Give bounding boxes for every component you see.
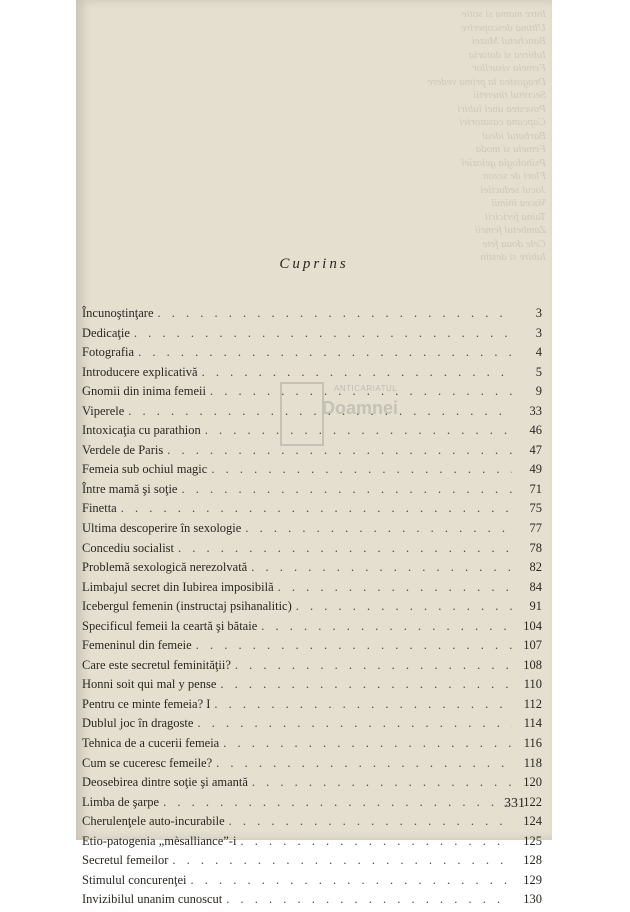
toc-entry-page: 130: [523, 892, 542, 907]
toc-dot-leader: [134, 326, 512, 341]
toc-entry-label: Viperele: [82, 403, 125, 418]
toc-dot-leader: [296, 599, 512, 614]
watermark-small-text: ANTICARIATUL: [334, 384, 398, 393]
toc-entry: [82, 716, 542, 736]
toc-entry-page: 46: [529, 423, 542, 438]
toc-entry-page: 77: [529, 521, 542, 536]
bleed-line: Vocea inimii: [491, 197, 546, 209]
toc-entry-label: Honni soit qui mal y pense: [82, 677, 217, 692]
page-title: Cuprins: [279, 256, 349, 272]
toc-entry: [82, 756, 542, 776]
toc-dot-leader: [196, 638, 512, 653]
toc-dot-leader: [158, 306, 512, 321]
toc-dot-leader: [251, 560, 512, 575]
toc-dot-leader: [235, 658, 512, 673]
toc-dot-leader: [214, 697, 512, 712]
toc-dot-leader: [211, 462, 512, 477]
toc-dot-leader: [245, 521, 512, 536]
toc-entry-label: Încunoştinţare: [82, 306, 154, 320]
toc-entry-label: Etio-patogenia „mèsalliance”-i: [82, 833, 237, 848]
bleed-line: Ultima descoperire: [461, 21, 546, 34]
toc-dot-leader: [240, 834, 512, 849]
toc-entry-page: 104: [523, 618, 542, 633]
toc-entry-label: Gnomii din inima femeii: [82, 384, 206, 399]
toc-entry: [82, 736, 542, 756]
toc-entry: [82, 306, 542, 326]
toc-entry: [82, 775, 542, 795]
toc-dot-leader: [197, 716, 512, 731]
toc-entry-page: 5: [535, 364, 542, 379]
toc-dot-leader: [252, 775, 512, 790]
bleed-line: Flori de sezon: [483, 170, 546, 182]
toc-dot-leader: [216, 756, 512, 771]
toc-entry: [82, 560, 542, 580]
bleed-line: Banchetul Muzei: [471, 35, 546, 47]
bleed-line: Iubire si destin: [480, 251, 546, 263]
toc-dot-leader: [278, 580, 512, 595]
toc-dot-leader: [229, 814, 512, 829]
toc-entry: [82, 541, 542, 561]
toc-entry-label: Ultima descoperire în sexologie: [82, 521, 242, 536]
toc-entry: [82, 521, 542, 541]
toc-dot-leader: [121, 501, 512, 516]
toc-entry: [82, 834, 542, 854]
toc-entry: [82, 795, 542, 815]
toc-entry-page: 4: [535, 345, 542, 360]
toc-entry: [82, 501, 542, 521]
bleed-line: Femeia si moda: [475, 143, 546, 155]
toc-entry-label: Secretul femeilor: [82, 853, 169, 868]
toc-entry-label: Dublul joc în dragoste: [82, 716, 194, 731]
toc-entry: [82, 697, 542, 717]
toc-entry: [82, 462, 542, 482]
toc-dot-leader: [172, 853, 512, 868]
toc-entry-page: 114: [523, 716, 542, 731]
bleed-line: Secretul tineretii: [473, 89, 546, 101]
toc-entry-label: Verdele de Paris: [82, 442, 164, 457]
toc-dot-leader: [181, 482, 512, 497]
toc-entry-page: 110: [523, 677, 542, 692]
toc-entry-label: Fotografia: [82, 345, 135, 360]
toc-entry-label: Tehnica de a cucerii femeia: [82, 736, 220, 751]
toc-entry-label: Femeninul din femeie: [82, 638, 192, 653]
toc-entry-label: Cum se cuceresc femeile?: [82, 755, 213, 770]
bleed-line: Dragostea la prima vedere: [427, 75, 546, 88]
bleed-line: Povestea unei iubiri: [457, 102, 546, 115]
toc-entry: [82, 892, 542, 912]
toc-entry: [82, 619, 542, 639]
toc-entry-label: Care este secretul feminităţii?: [82, 657, 231, 672]
toc-entry-page: 120: [523, 775, 542, 790]
toc-entry-label: Cherulenţele auto-incurabile: [82, 814, 225, 829]
toc-entry-page: 118: [523, 755, 542, 770]
toc-dot-leader: [138, 345, 512, 360]
bleed-line: Barbatul ideal: [482, 129, 546, 142]
toc-entry-page: 82: [529, 560, 542, 575]
bleed-line: Femeia visurilor: [472, 62, 546, 74]
toc-entry-page: 129: [523, 872, 542, 887]
toc-entry-page: 3: [535, 306, 542, 320]
bleed-line: Cele doua fete: [482, 237, 546, 250]
toc-entry-page: 75: [529, 501, 542, 516]
toc-dot-leader: [261, 619, 512, 634]
toc-entry-page: 47: [529, 442, 542, 457]
toc-dot-leader: [191, 873, 513, 888]
toc-entry-label: Limba de şarpe: [82, 794, 160, 809]
toc-entry-page: 112: [523, 696, 542, 711]
bleed-line: Taina fericirii: [484, 210, 546, 223]
toc-dot-leader: [202, 365, 512, 380]
bleed-line: Capcana casatoriei: [459, 116, 546, 128]
toc-entry-label: Icebergul femenin (instructaj psihanalitic): [82, 599, 292, 614]
toc-dot-leader: [178, 541, 512, 556]
toc-entry: [82, 638, 542, 658]
toc-dot-leader: [223, 736, 512, 751]
bleed-line: Psihologia geloziei: [461, 156, 546, 169]
toc-dot-leader: [220, 677, 512, 692]
page-number: 331: [504, 796, 525, 811]
toc-entry-label: Limbajul secret din Iubirea imposibilă: [82, 579, 274, 594]
toc-entry-label: Specificul femeii la ceartă şi bătaie: [82, 618, 258, 633]
toc-entry-page: 122: [523, 794, 542, 809]
toc-entry-label: Pentru ce minte femeia? I: [82, 696, 211, 711]
toc-entry-page: 108: [523, 657, 542, 672]
toc-entry-page: 116: [523, 736, 542, 751]
toc-entry-page: 33: [529, 403, 542, 418]
toc-entry-label: Invizibilul unanim cunoscut: [82, 892, 223, 907]
bleed-through-text: [366, 8, 546, 268]
toc-dot-leader: [163, 795, 512, 810]
toc-entry-label: Intoxicaţia cu parathion: [82, 423, 201, 438]
toc-entry-label: Stimulul concurenţei: [82, 872, 187, 887]
toc-entry: [82, 853, 542, 873]
book-page: [76, 0, 552, 907]
toc-entry-page: 84: [529, 579, 542, 594]
bleed-line: Zambetul femeii: [474, 224, 546, 236]
toc-entry-label: Concediu socialist: [82, 540, 174, 555]
toc-entry: [82, 580, 542, 600]
toc-entry-label: Femeia sub ochiul magic: [82, 462, 208, 477]
toc-entry-label: Introducere explicativă: [82, 364, 198, 379]
watermark-frame-icon: [280, 382, 324, 446]
toc-entry: [82, 814, 542, 834]
toc-entry-page: 9: [535, 384, 542, 399]
toc-entry: [82, 658, 542, 678]
watermark-logo: [280, 382, 412, 446]
toc-entry-label: Finetta: [82, 501, 117, 516]
toc-entry-label: Deosebirea dintre soţie şi amantă: [82, 775, 248, 790]
toc-entry-page: 91: [529, 599, 542, 614]
toc-entry-page: 3: [535, 325, 542, 340]
bleed-line: Iubirea si datoria: [468, 48, 546, 61]
toc-entry-page: 71: [529, 481, 542, 496]
toc-entry: [82, 326, 542, 346]
toc-entry-label: Dedicaţie: [82, 325, 130, 340]
bleed-line: Jocul seductiei: [480, 183, 546, 196]
toc-entry-label: Între mamă şi soţie: [82, 481, 178, 496]
toc-entry: [82, 677, 542, 697]
toc-entry: [82, 599, 542, 619]
toc-entry-page: 107: [523, 638, 542, 653]
bleed-line: Intre mama si sotie: [461, 8, 546, 20]
toc-entry-page: 125: [523, 833, 542, 848]
watermark-big-text: Doamnei: [322, 398, 399, 418]
toc-entry-label: Problemă sexologică nerezolvată: [82, 560, 248, 575]
toc-dot-leader: [226, 892, 512, 907]
toc-entry-page: 128: [523, 853, 542, 868]
toc-entry-page: 124: [523, 814, 542, 829]
toc-entry: [82, 482, 542, 502]
toc-entry: [82, 873, 542, 893]
toc-entry-page: 78: [529, 540, 542, 555]
toc-entry: [82, 345, 542, 365]
toc-entry-page: 49: [529, 462, 542, 477]
